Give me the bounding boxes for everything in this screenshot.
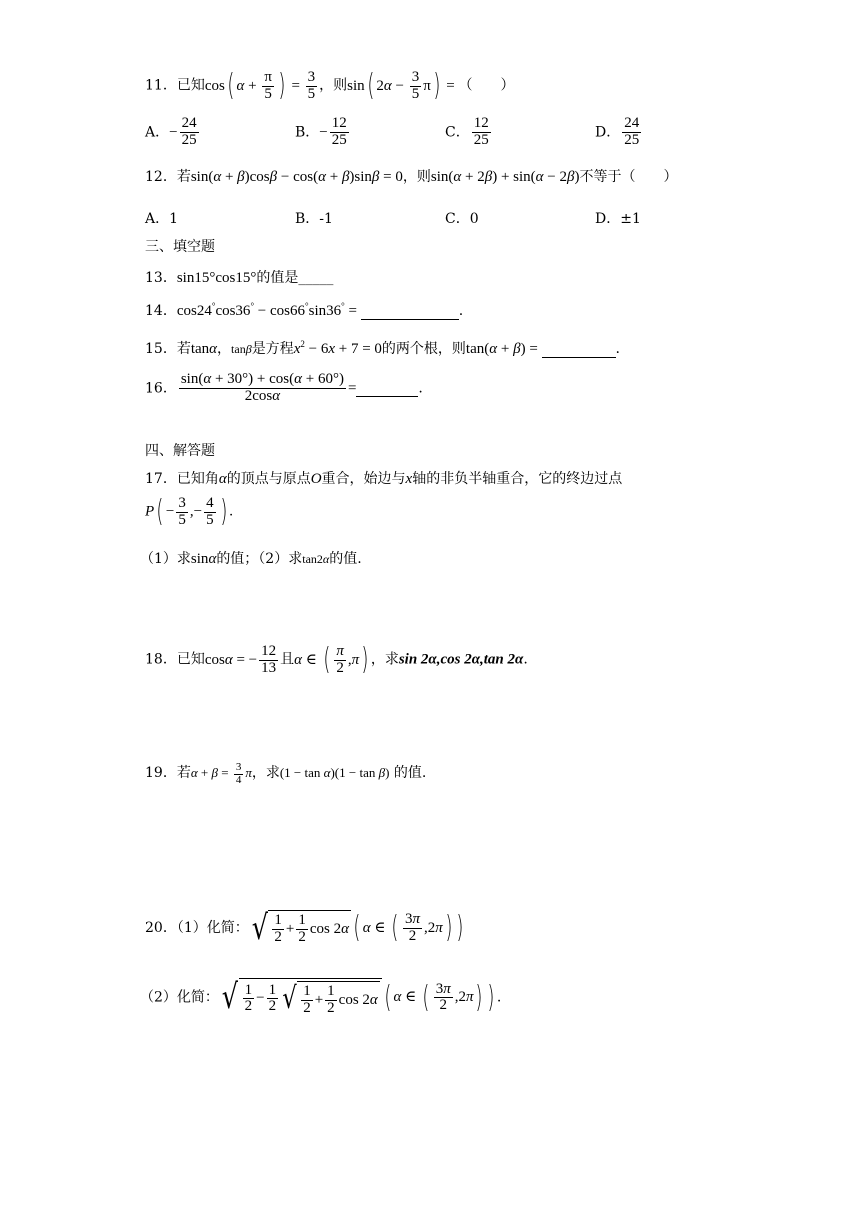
question-13: 13．sin15°cos15°的值是_____ — [145, 270, 334, 286]
math-expression: cos( α + $\frac{\pi}{5}$ ) = $\frac{3}{5}$ — [204, 68, 316, 104]
question-19: 19．若α + β = $\frac{3}{4}$ π，求(1 − tan α)(1 − tan β) 的值. — [145, 761, 427, 786]
option-d: D．±1 — [595, 211, 641, 227]
question-18: 18．已知cosα = − $\frac{12}{13}$ 且α ∈ ( $\frac{\pi}{2}$ ,π) ，求sin 2α,cos 2α,tan 2α. — [145, 642, 528, 678]
math-expression: sin(α + 2β) + sin(α − 2β) — [430, 169, 580, 185]
option-b: B．− $\frac{12}{25}$ — [295, 115, 347, 148]
math-expression: √ $\frac{1}{2}$ − $\frac{1}{2}$ √ $\frac{1}{2}$ + $\frac{1}{2}$ cos 2 α — [219, 978, 382, 1017]
question-15: 15．若tanα，tanβ是方程$x^2 - 6x + 7 = 0$的两个根，则tan(α + β) = . — [145, 339, 620, 357]
option-a: A．− $\frac{24}{25}$ — [145, 115, 197, 148]
question-14: 14．cos24°cos36° − cos66°sin36° = . — [145, 301, 464, 319]
section-heading: 三、填空题 — [145, 239, 215, 255]
section-heading: 四、解答题 — [145, 443, 215, 459]
option-a: A．1 — [145, 211, 179, 227]
answer-blank[interactable] — [361, 303, 459, 320]
question-number: 11． — [145, 77, 177, 94]
question-20: 20．（1）化简： √ $\frac{1}{2}$ + $\frac{1}{2}$ cos 2 α ( α ∈ ( $\frac{3\pi}{2}$ ,2π) ) — [145, 907, 464, 948]
math-expression: $\frac{\sin(\alpha + 30^\circ) + \cos(\alpha + 60^\circ)}{2\cos\alpha}$ — [180, 371, 344, 404]
point-p: P( − $\frac{3}{5}$ ,− $\frac{4}{5}$ ) . — [145, 494, 234, 530]
math-expression: √ $\frac{1}{2}$ + $\frac{1}{2}$ cos 2 α — [251, 907, 350, 948]
option-c: C．0 — [445, 211, 479, 227]
question-17-parts: （1）求sinα的值；（2）求tan2α的值. — [140, 551, 362, 567]
question-16: 16． $\frac{\sin(\alpha + 30^\circ) + \cos(\alpha + 60^\circ)}{2\cos\alpha}$ = . — [145, 371, 423, 404]
answer-blank[interactable] — [542, 341, 616, 358]
option-b: B．-1 — [295, 211, 333, 227]
question-12: 12．若sin(α + β)cosβ − cos(α + β)sinβ = 0，则sin(α + 2β) + sin(α − 2β)不等于（ ） — [145, 169, 678, 185]
question-11: 11．已知cos( α + $\frac{\pi}{5}$ ) = $\frac{3}{5}$ ，则sin( 2α − $\frac{3}{5}$ π) = （ ） — [145, 68, 515, 104]
option-d: D． $\frac{24}{25}$ — [595, 115, 640, 148]
question-17: 17．已知角α的顶点与原点O重合，始边与x轴的非负半轴重合，它的终边过点 — [145, 471, 623, 487]
answer-blank[interactable] — [356, 380, 418, 397]
math-expression: sin(α + β)cosβ − cos(α + β)sinβ = 0 — [190, 169, 403, 185]
math-expression: sin( 2α − $\frac{3}{5}$ π) = — [347, 68, 459, 104]
question-20-part-2: （2）化简： √ $\frac{1}{2}$ − $\frac{1}{2}$ √ $\frac{1}{2}$ + $\frac{1}{2}$ cos 2 α ( α ∈ ( $\frac{3\pi}{2}$ ,2π) ) . — [140, 977, 502, 1018]
math-expression: cos24°cos36° − cos66°sin36° = — [176, 301, 361, 319]
option-c: C． $\frac{12}{25}$ — [445, 115, 489, 148]
